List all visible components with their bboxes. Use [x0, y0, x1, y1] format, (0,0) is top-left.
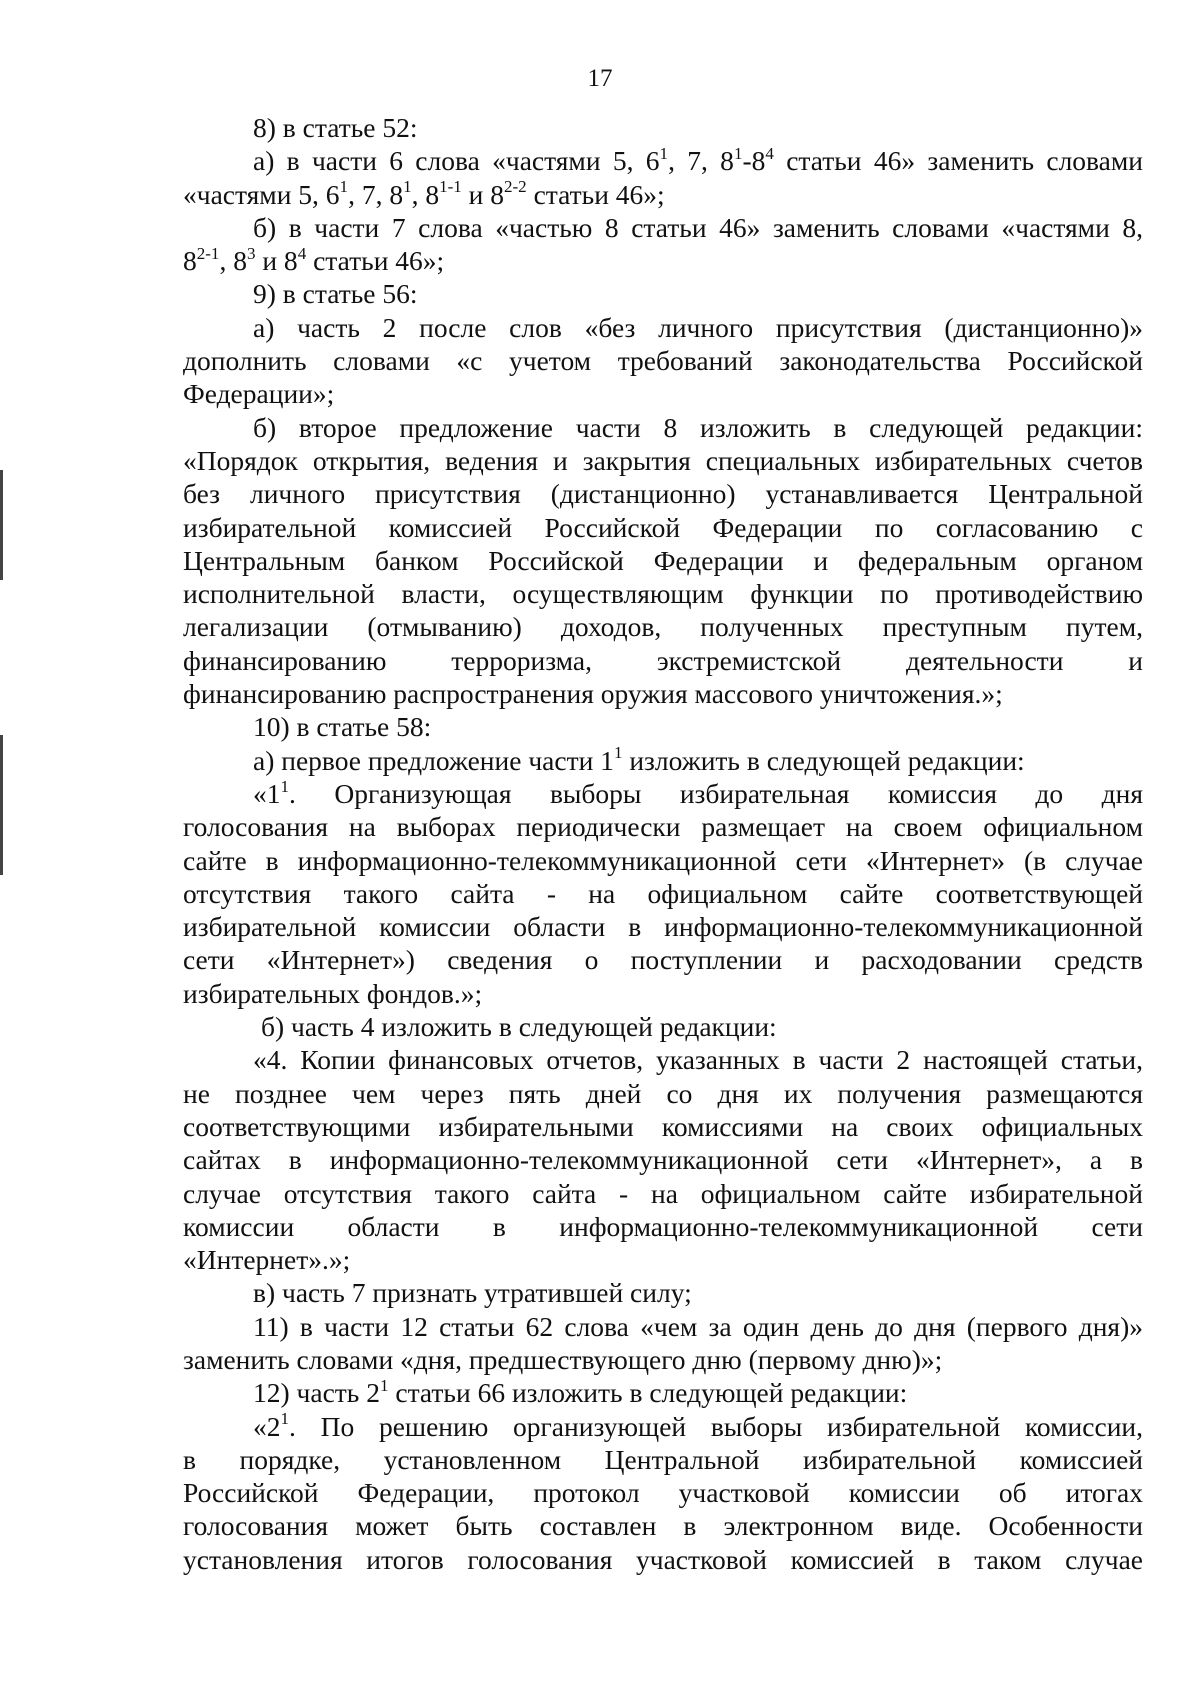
text-line: избирательной комиссии области в информационно-телекоммуникационной [183, 911, 1143, 943]
superscript: 1 [659, 144, 669, 164]
text-line: «Порядок открытия, ведения и закрытия специальных избирательных счетов [183, 444, 1143, 476]
text-line: 12) часть $2^1$ статьи 66 изложить в следующей редакции: [253, 1376, 908, 1409]
text-line: комиссии области в информационно-телекоммуникационной сети [183, 1210, 1143, 1242]
text-line: а) в части 6 слова «частями 5, $6^1$, 7, $8^1-8^4$ статьи 46» заменить словами [253, 144, 1144, 177]
text-line: 11) в части 12 статьи 62 слова «чем за один день до дня (первого дня)» [253, 1310, 1143, 1342]
superscript: 2-2 [504, 177, 527, 197]
superscript: 1 [613, 743, 623, 763]
text-line: б) второе предложение части 8 изложить в следующей редакции: [253, 411, 1143, 443]
text-line: случае отсутствия такого сайта - на официальном сайте избирательной [183, 1177, 1143, 1209]
scan-edge-mark [0, 470, 3, 580]
text-line: 9) в статье 56: [253, 278, 418, 310]
text-line: б) часть 4 изложить в следующей редакции: [261, 1011, 777, 1043]
text-line: избирательной комиссией Российской Федерации по согласованию с [183, 511, 1143, 543]
text-line: «частями 5, $6^1$, 7, $8^1$, 8$^{1-1}$ и 8$^{2-2}$ статьи 46»; [183, 177, 665, 210]
text-line: соответствующими избирательными комиссиями на своих официальных [183, 1110, 1143, 1142]
text-line: финансированию распространения оружия массового уничтожения.»; [183, 678, 1003, 710]
text-line: «4. Копии финансовых отчетов, указанных в части 2 настоящей статьи, [253, 1044, 1143, 1076]
text-line: сайтах в информационно-телекоммуникационной сети «Интернет», а в [183, 1144, 1143, 1176]
text-line: 8$^{2-1}$, $8^3$ и $8^4$ статьи 46»; [183, 244, 445, 277]
superscript: 4 [765, 144, 774, 164]
document-body [183, 111, 1143, 1576]
text-line: дополнить словами «с учетом требований законодательства Российской [183, 345, 1143, 377]
text-line: не позднее чем через пять дней со дня их получения размещаются [183, 1077, 1143, 1109]
text-line: в) часть 7 признать утратившей силу; [253, 1277, 692, 1309]
text-line: без личного присутствия (дистанционно) устанавливается Центральной [183, 478, 1143, 510]
superscript: 1-1 [439, 177, 462, 197]
text-line: легализации (отмыванию) доходов, полученных преступным путем, [183, 611, 1143, 643]
text-line: Федерации»; [183, 378, 335, 410]
text-line: избирательных фондов.»; [183, 977, 483, 1009]
text-line: а) часть 2 после слов «без личного присутствия (дистанционно)» [253, 311, 1143, 343]
superscript: 4 [297, 244, 307, 264]
text-line: сайте в информационно-телекоммуникационной сети «Интернет» (в случае [183, 844, 1143, 876]
text-line: «$2^1$. По решению организующей выборы избирательной комиссии, [253, 1409, 1143, 1442]
text-line: а) первое предложение части $1^1$ изложить в следующей редакции: [253, 743, 1025, 776]
text-line: 8) в статье 52: [253, 112, 418, 143]
superscript: 1 [280, 776, 290, 796]
text-line: заменить словами «дня, предшествующего дню (первому дню)»; [183, 1343, 943, 1375]
text-line: голосования на выборах периодически размещает на своем официальном [183, 811, 1143, 843]
text-line: сети «Интернет») сведения о поступлении и расходовании средств [183, 944, 1143, 976]
superscript: 2-1 [196, 244, 220, 264]
superscript: 1 [733, 144, 743, 164]
text-line: в порядке, установленном Центральной избирательной комиссией [183, 1443, 1143, 1475]
text-line: Центральным банком Российской Федерации и федеральным органом [183, 544, 1143, 576]
superscript: 1 [403, 177, 412, 197]
text-line: установления итогов голосования участковой комиссией в таком случае [183, 1543, 1143, 1575]
superscript: 1 [339, 177, 349, 197]
text-line: отсутствия такого сайта - на официальном сайте соответствующей [183, 877, 1143, 909]
page-number: 17 [587, 65, 613, 92]
superscript: 3 [246, 244, 256, 264]
text-line: 10) в статье 58: [253, 711, 432, 743]
text-line: «$1^1$. Организующая выборы избирательная комиссия до дня [253, 776, 1143, 809]
superscript: 1 [379, 1376, 389, 1396]
text-line: исполнительной власти, осуществляющим функции по противодействию [183, 578, 1143, 610]
scan-edge-mark [0, 735, 3, 875]
text-line: Российской Федерации, протокол участковой комиссии об итогах [183, 1477, 1143, 1509]
text-line: б) в части 7 слова «частью 8 статьи 46» заменить словами «частями 8, [253, 211, 1143, 243]
superscript: 1 [280, 1409, 290, 1429]
text-line: голосования может быть составлен в электронном виде. Особенности [183, 1510, 1143, 1542]
text-line: финансированию терроризма, экстремистской деятельности и [183, 644, 1143, 676]
text-line: «Интернет».»; [183, 1244, 351, 1276]
